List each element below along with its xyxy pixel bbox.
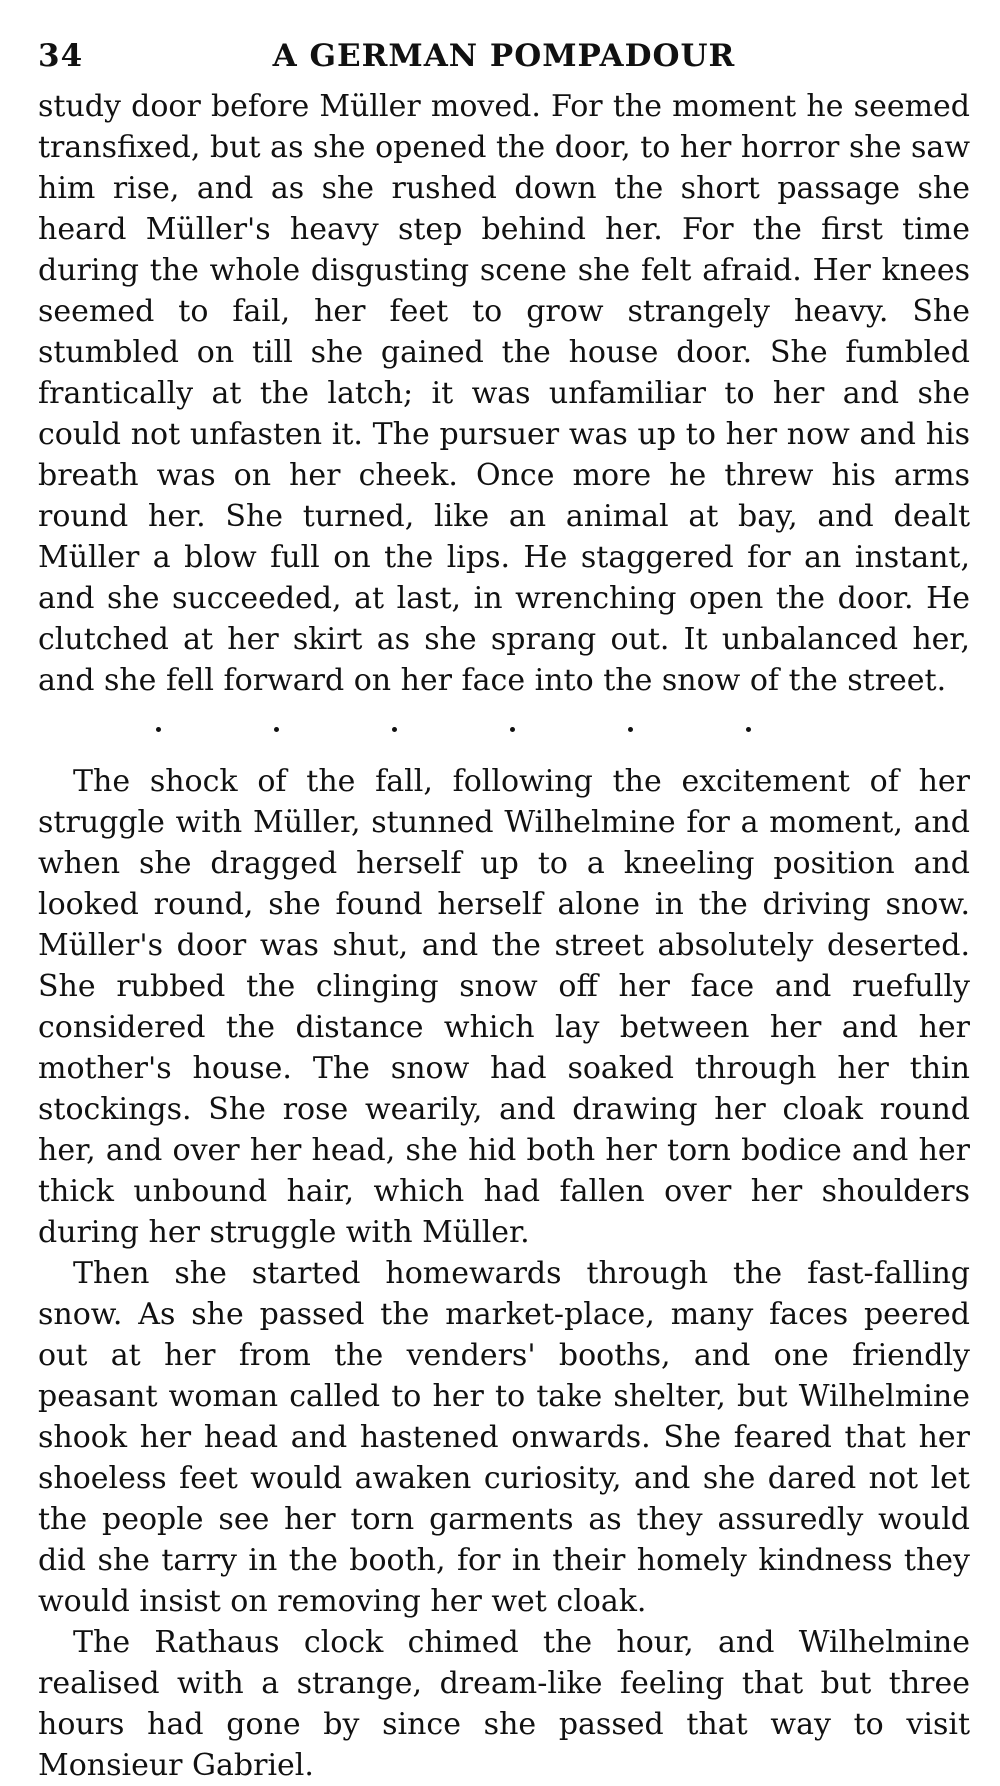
page-number: 34 bbox=[38, 38, 84, 74]
paragraph: Then she started homewards through the fast-falling snow. As she passed the market-place, many faces peered out at her from the venders' booths, and one friendly peasant woman called to her to take shelter, but Wilhelmine shook her head and hastened onwards. She feared that her shoeless feet would awaken curiosity, and she dared not let the people see her torn garments as they assuredly would did she tarry in the booth, for in their homely kindness they would insist on removing her wet cloak. bbox=[38, 1256, 970, 1619]
paragraph-continuation: study door before Müller moved. For the moment he seemed transfixed, but as she opened the door, to her horror she saw him rise, and as she rushed down the short passage she heard Müller's heavy step behind her. For the first time during the whole disgusting scene she felt afraid. Her knees seemed to fail, her feet to grow strangely heavy. She stumbled on till she gained the house door. She fumbled frantically at the latch; it was unfamiliar to her and she could not unfasten it. The pursuer was up to her now and his breath was on her cheek. Once more he threw his arms round her. She turned, like an animal at bay, and dealt Müller a blow full on the lips. He staggered for an instant, and she succeeded, at last, in wrenching open the door. He clutched at her skirt as she sprang out. It unbalanced her, and she fell forward on her face into the snow of the street. bbox=[38, 89, 970, 698]
running-head bbox=[38, 30, 970, 74]
section-break-dot bbox=[628, 727, 633, 732]
body-text bbox=[38, 86, 970, 1786]
section-break-dot bbox=[746, 727, 751, 732]
paragraph: The shock of the fall, following the excitement of her struggle with Müller, stunned Wilhelmine for a moment, and when she dragged herself up to a kneeling position and looked round, she found herself alone in the driving snow. Müller's door was shut, and the street absolutely deserted. She rubbed the clinging snow off her face and ruefully considered the distance which lay between her and her mother's house. The snow had soaked through her thin stockings. She rose wearily, and drawing her cloak round her, and over her head, she hid both her torn bodice and her thick unbound hair, which had fallen over her shoulders during her struggle with Müller. bbox=[38, 764, 970, 1250]
section-break-dot bbox=[510, 727, 515, 732]
book-title: A GERMAN POMPADOUR bbox=[272, 38, 736, 74]
section-break bbox=[38, 701, 970, 761]
section-break-dot bbox=[392, 727, 397, 732]
paragraph: The Rathaus clock chimed the hour, and Wilhelmine realised with a strange, dream-like feeling that but three hours had gone by since she passed that way to visit Monsieur Gabriel. bbox=[38, 1625, 970, 1783]
section-break-dot bbox=[274, 727, 279, 732]
book-page bbox=[38, 30, 970, 1786]
section-break-dot bbox=[156, 727, 161, 732]
